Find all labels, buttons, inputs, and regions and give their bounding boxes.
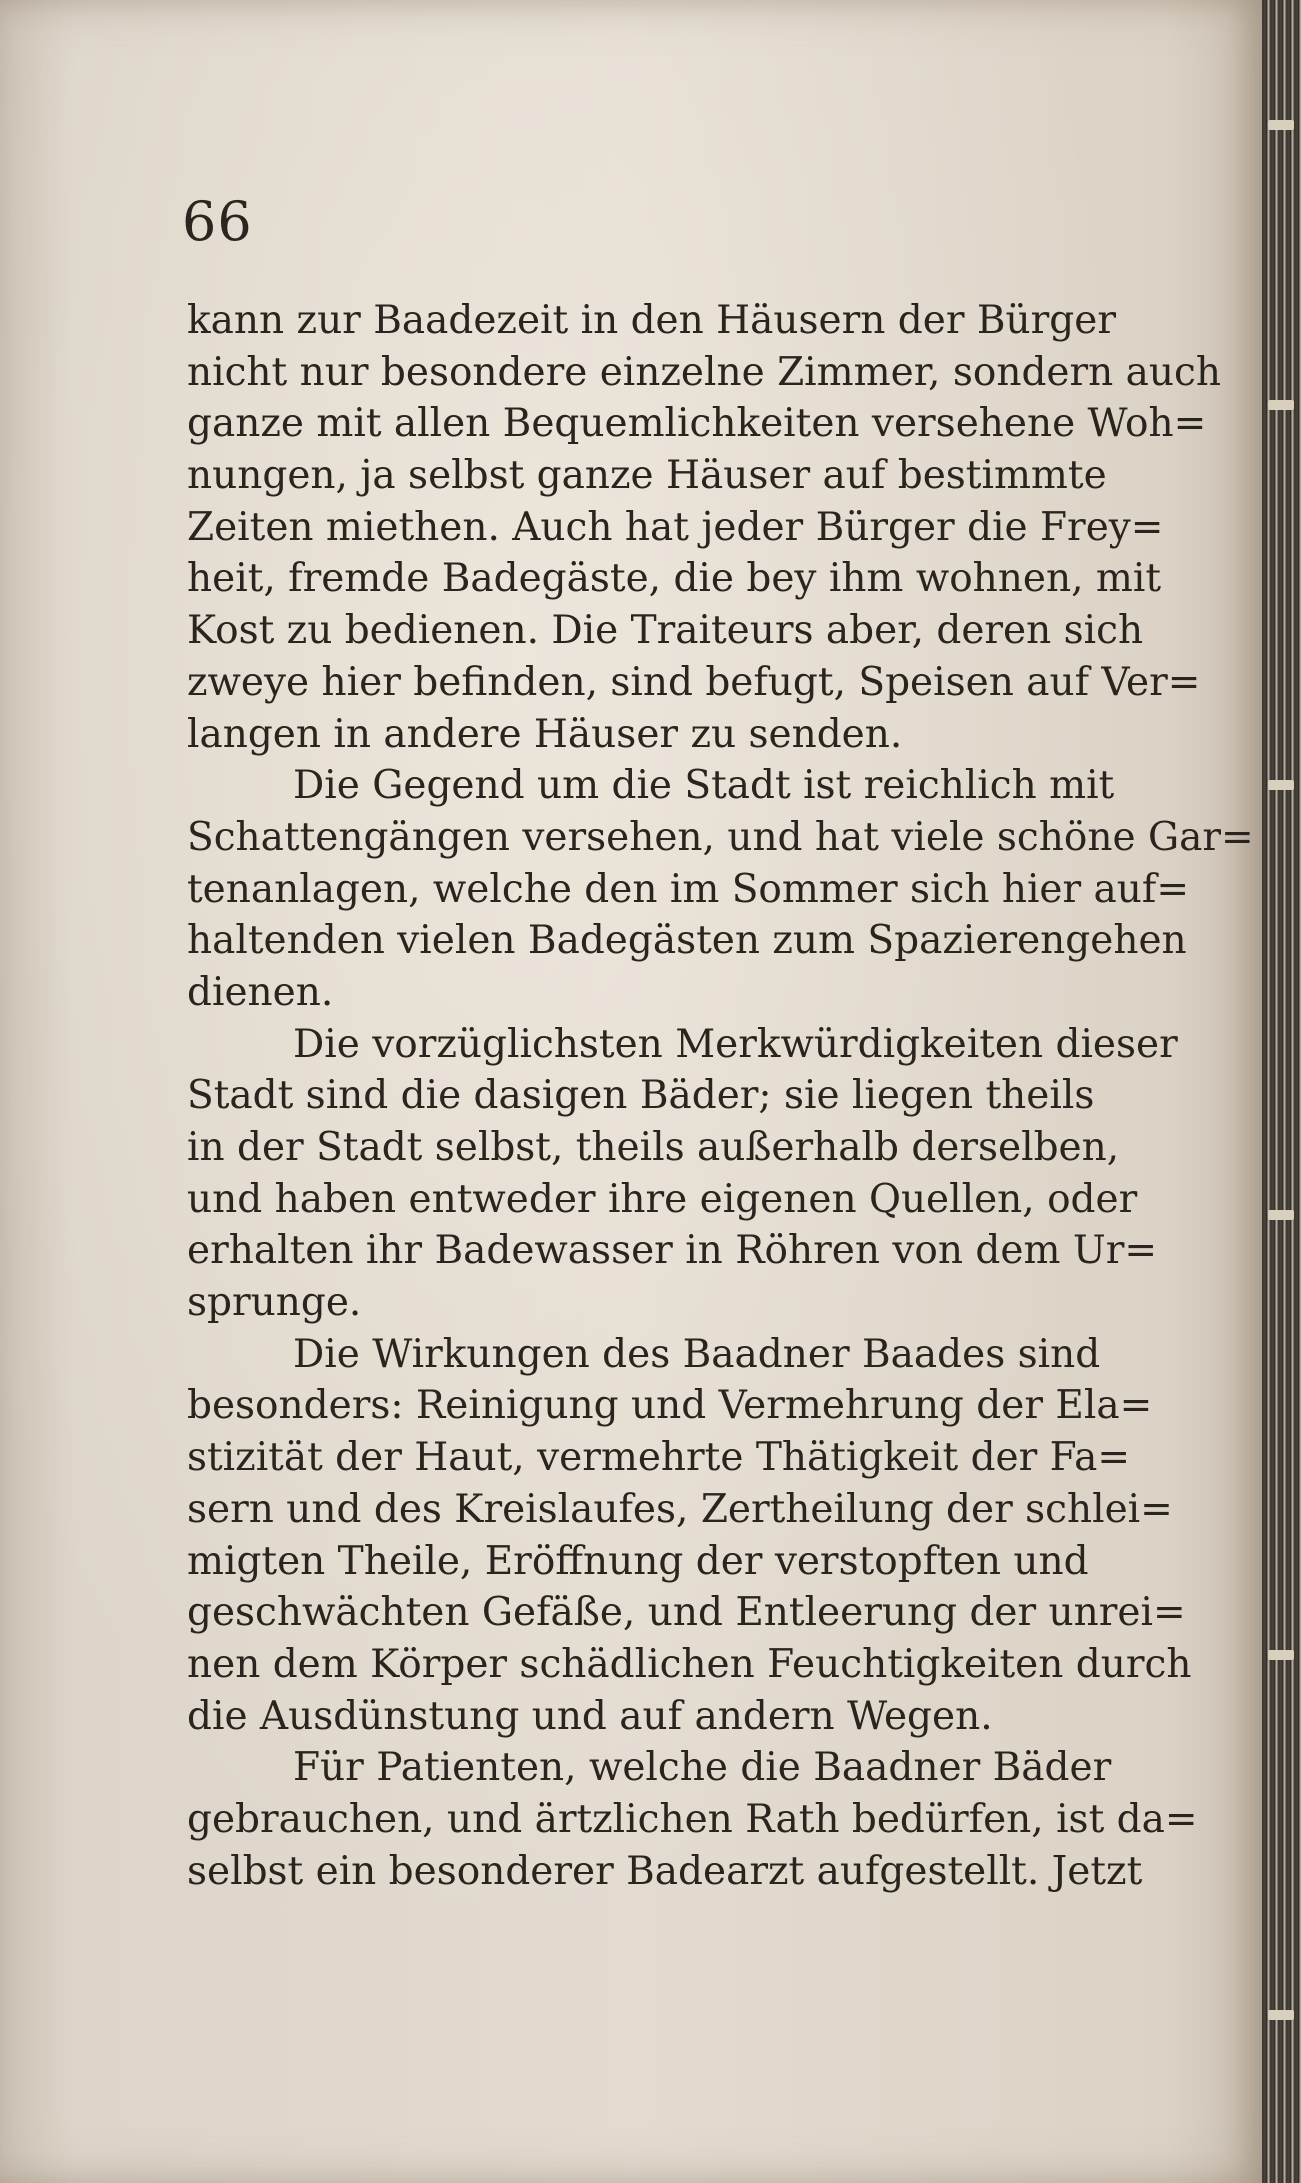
page-edge-nick xyxy=(1268,2010,1294,2020)
text-line: nungen, ja selbst ganze Häuser auf bestimmte xyxy=(187,453,1107,499)
text-line: erhalten ihr Badewasser in Röhren von dem Ur= xyxy=(187,1228,1158,1274)
page-edge-nick xyxy=(1268,120,1294,130)
text-line: haltenden vielen Badegästen zum Spazierengehen xyxy=(187,918,1187,964)
paragraph-1 xyxy=(187,295,1221,760)
page-edge-nick xyxy=(1268,780,1294,790)
text-line: heit, fremde Badegäste, die bey ihm wohnen, mit xyxy=(187,556,1162,602)
text-line: sprunge. xyxy=(187,1280,362,1326)
page-edge-nick xyxy=(1268,400,1294,410)
text-line: ganze mit allen Bequemlichkeiten versehene Woh= xyxy=(187,401,1207,447)
text-line: dienen. xyxy=(187,969,334,1015)
text-line: Die Wirkungen des Baadner Baades sind xyxy=(293,1331,1101,1377)
text-line: Zeiten miethen. Auch hat jeder Bürger die Frey= xyxy=(187,504,1164,550)
page-edge-nick xyxy=(1268,1650,1294,1660)
text-line: langen in andere Häuser zu senden. xyxy=(187,711,903,757)
text-line: nicht nur besondere einzelne Zimmer, sondern auch xyxy=(187,349,1221,395)
text-line: nen dem Körper schädlichen Feuchtigkeiten durch xyxy=(187,1641,1192,1687)
paragraph-5 xyxy=(187,1742,1198,1897)
text-line: tenanlagen, welche den im Sommer sich hier auf= xyxy=(187,866,1190,912)
text-line: Kost zu bedienen. Die Traiteurs aber, deren sich xyxy=(187,608,1144,654)
text-line: sern und des Kreislaufes, Zertheilung der schlei= xyxy=(187,1486,1173,1532)
text-line: selbst ein besonderer Badearzt aufgestellt. Jetzt xyxy=(187,1848,1143,1894)
page-edges xyxy=(1262,0,1301,2183)
text-line: gebrauchen, und ärtzlichen Rath bedürfen, ist da= xyxy=(187,1796,1198,1842)
text-line: zweye hier befinden, sind befugt, Speisen auf Ver= xyxy=(187,659,1201,705)
text-line: stizität der Haut, vermehrte Thätigkeit der Fa= xyxy=(187,1435,1131,1481)
text-line: Die Gegend um die Stadt ist reichlich mit xyxy=(293,763,1115,809)
text-line: besonders: Reinigung und Vermehrung der Ela= xyxy=(187,1383,1153,1429)
paragraph-3 xyxy=(187,1019,1178,1329)
page-edge-nick xyxy=(1268,1210,1294,1220)
text-line: Schattengängen versehen, und hat viele schöne Gar= xyxy=(187,814,1254,860)
text-line: in der Stadt selbst, theils außerhalb derselben, xyxy=(187,1125,1120,1170)
text-line: die Ausdünstung und auf andern Wegen. xyxy=(187,1693,993,1739)
text-line: geschwächten Gefäße, und Entleerung der unrei= xyxy=(187,1590,1186,1636)
text-line: Für Patienten, welche die Baadner Bäder xyxy=(293,1745,1112,1791)
paragraph-4 xyxy=(187,1329,1192,1743)
page-number: 66 xyxy=(182,190,253,253)
text-line: migten Theile, Eröffnung der verstopften und xyxy=(187,1538,1089,1584)
text-line: Die vorzüglichsten Merkwürdigkeiten dieser xyxy=(293,1021,1178,1067)
body-text xyxy=(187,295,1254,1897)
text-line: und haben entweder ihre eigenen Quellen, oder xyxy=(187,1176,1138,1222)
paragraph-2 xyxy=(187,760,1254,1018)
text-line: kann zur Baadezeit in den Häusern der Bürger xyxy=(187,298,1116,343)
text-line: Stadt sind die dasigen Bäder; sie liegen theils xyxy=(187,1073,1095,1119)
